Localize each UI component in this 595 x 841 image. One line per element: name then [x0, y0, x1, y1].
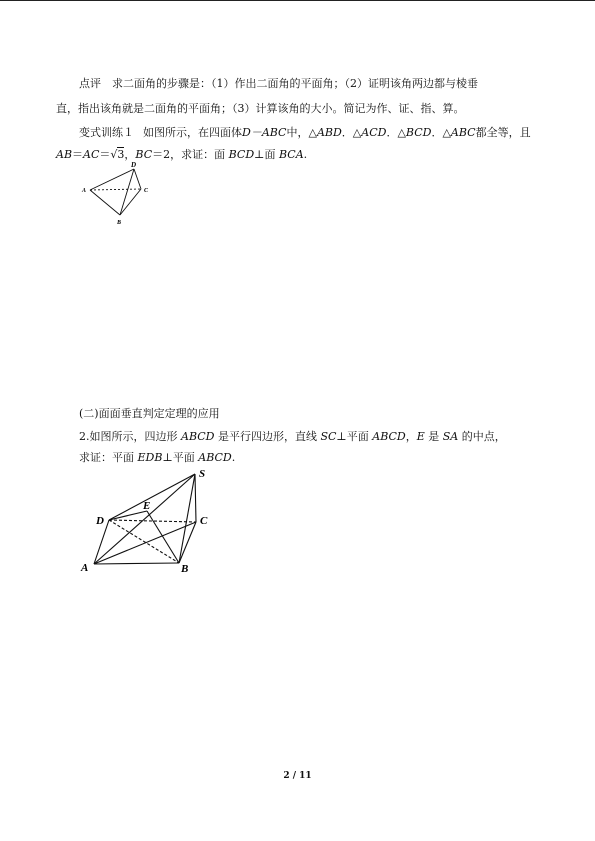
problem2-text: 求证：平面: [79, 451, 138, 464]
edge-DA: [90, 169, 134, 190]
vertex-label-B: B: [181, 563, 189, 575]
triangle-name: BCD: [405, 126, 432, 139]
exercise1-text: ．△: [341, 126, 362, 139]
problem2-text: 2.如图所示，四边形: [79, 430, 181, 443]
segment-name: BC: [135, 148, 153, 161]
sqrt-sign: √: [110, 148, 118, 161]
sqrt-radicand: 3: [117, 148, 125, 161]
plane-name: EDB: [137, 451, 163, 464]
vertex-label-C: C: [200, 515, 208, 527]
exercise1-text: ．△: [386, 126, 406, 139]
problem2-text: .: [231, 451, 236, 464]
edge-SD: [109, 474, 195, 520]
problem2-text: 是: [424, 430, 443, 443]
plane-name: BCA: [279, 148, 304, 161]
edge-AC-hidden: [90, 189, 141, 190]
exercise1-text: 都全等，且: [475, 126, 531, 139]
figure-name: ABCD: [181, 430, 215, 443]
vertex-label-A: A: [82, 188, 87, 194]
edge-CB: [120, 189, 141, 215]
exercise1-text: ，: [124, 148, 136, 161]
edge-AB: [90, 190, 120, 215]
plane-name: ABCD: [198, 451, 232, 464]
vertex-label-B: B: [117, 220, 122, 226]
edge-SC: [195, 474, 196, 522]
edge-EB: [147, 511, 179, 563]
point-name: E: [416, 430, 425, 443]
triangle-name: ABD: [316, 126, 342, 139]
exercise1-line-1: [79, 126, 531, 140]
exercise1-text: .: [303, 148, 308, 161]
vertex-label-S: S: [199, 468, 206, 480]
edge-DB: [120, 169, 134, 215]
triangle-name: ABC: [450, 126, 476, 139]
problem2-text: 是平行四边形，直线: [214, 430, 321, 443]
vertex-label-A: A: [81, 562, 89, 574]
segment-name: AC: [83, 148, 100, 161]
exercise1-text: 中，△: [286, 126, 317, 139]
segment-name: SA: [442, 430, 459, 443]
exercise1-text: ＝: [99, 148, 111, 161]
section-heading: [79, 407, 220, 421]
header-rule: [0, 0, 595, 1]
comment-line-1: [79, 77, 478, 91]
plane-name: BCD: [228, 148, 255, 161]
vertex-label-D: D: [96, 515, 104, 527]
comment-label: 点评: [79, 77, 101, 90]
line-name: SC: [320, 430, 337, 443]
problem2-line-1: [79, 430, 506, 444]
problem2-text: ⊥平面: [336, 430, 373, 443]
exercise1-text: 如图所示，在四面体: [143, 126, 242, 139]
comment-line-2: [56, 102, 465, 116]
edge-DC: [134, 169, 141, 189]
vertex-label-D: D: [131, 161, 137, 169]
comment-text-1: 求二面角的步骤是：（1）作出二面角的平面角；（2）证明该角两边都与棱垂: [112, 77, 478, 90]
edge-SB: [179, 474, 195, 563]
tetrahedron-name: D－ABC: [242, 126, 287, 139]
edge-SA: [94, 474, 195, 564]
edge-AB: [94, 563, 179, 564]
exercise1-text: ＝2，求证：面: [152, 148, 229, 161]
problem2-text: 的中点，: [458, 430, 506, 443]
edge-ED: [109, 511, 147, 520]
pyramid-figure: [76, 462, 216, 582]
vertex-label-C: C: [144, 188, 149, 194]
tetrahedron-figure: [78, 158, 158, 228]
problem2-text: ，: [405, 430, 417, 443]
segment-name: AB: [56, 148, 73, 161]
triangle-name: ACD: [361, 126, 387, 139]
exercise1-text: ⊥面: [254, 148, 280, 161]
section-heading-text: (二)面面垂直判定定理的应用: [79, 407, 220, 420]
vertex-label-E: E: [143, 500, 151, 512]
exercise1-title: 变式训练１: [79, 126, 134, 139]
page-number: 2 / 11: [283, 771, 312, 781]
exercise1-text: ＝: [72, 148, 84, 161]
problem2-text: ⊥平面: [162, 451, 199, 464]
figure-name: ABCD: [372, 430, 406, 443]
comment-text-2: 直，指出该角就是二面角的平面角；（3）计算该角的大小。简记为作、证、指、算。: [56, 102, 465, 115]
exercise1-text: ．△: [431, 126, 451, 139]
